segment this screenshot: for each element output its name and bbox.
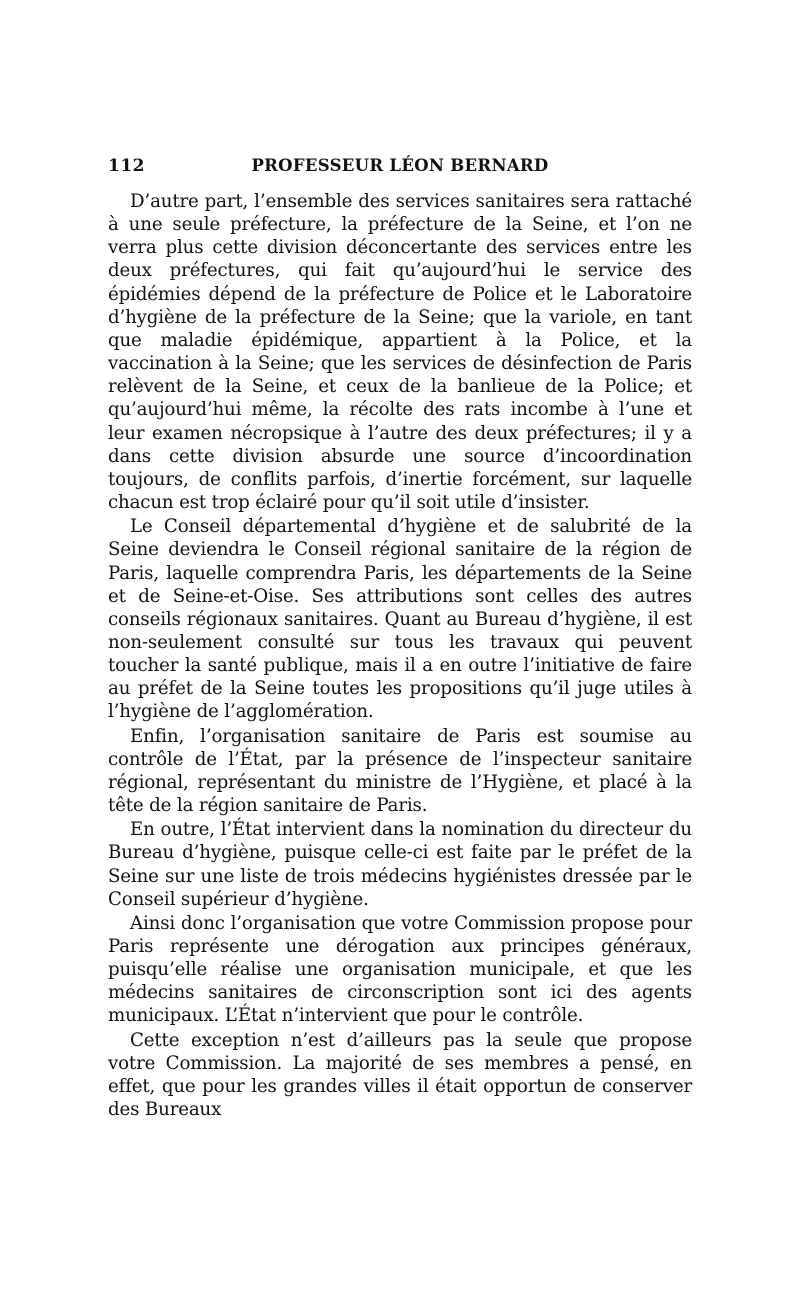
paragraph-4: En outre, l’État intervient dans la nomination du directeur du Bureau d’hygiène, puisque celle-ci est faite par le préfet de la Seine sur une liste de trois médecins hygiénistes dressée par le Conseil supérieur d’hygiène. (108, 819, 692, 910)
paragraph-1: D’autre part, l’ensemble des services sanitaires sera rattaché à une seule préfecture, la préfecture de la Seine, et l’on ne verra plus cette division déconcertante des services entre les deux préfectures, qui fait qu’aujourd’hui le service des épidémies dépend de la préfecture de Police et le Laboratoire d’hygiène de la préfecture de la Seine; que la variole, en tant que maladie épidémique, appartient à la Police, et la vaccination à la Seine; que les services de désinfection de Paris relèvent de la Seine, et ceux de la banlieue de la Police; et qu’aujourd’hui même, la récolte des rats incombe à l’une et leur examen nécropsique à l’autre des deux préfectures; il y a dans cette division absurde une source d’incoordination toujours, de conflits parfois, d’inertie forcément, sur laquelle chacun est trop éclairé pour qu’il soit utile d’insister. (108, 191, 692, 514)
paragraph-3: Enfin, l’organisation sanitaire de Paris est soumise au contrôle de l’État, par la présence de l’inspecteur sanitaire régional, représentant du ministre de l’Hygiène, et placé à la tête de la région sanitaire de Paris. (108, 725, 692, 817)
paragraph-2: Le Conseil départemental d’hygiène et de salubrité de la Seine deviendra le Conseil régional sanitaire de la région de Paris, laquelle comprendra Paris, les départements de la Seine et de Seine-et-Oise. Ses attributions sont celles des autres conseils régionaux sanitaires. Quant au Bureau d’hygiène, il est non-seulement consulté sur tous les travaux qui peuvent toucher la santé publique, mais il a en outre l’initiative de faire au préfet de la Seine toutes les propositions qu’il juge utiles à l’hygiène de l’agglomération. (108, 516, 692, 723)
page-number: 112 (108, 156, 145, 176)
paragraph-5: Ainsi donc l’organisation que votre Commission propose pour Paris représente une dérogation aux principes généraux, puisqu’elle réalise une organisation municipale, et que les médecins sanitaires de circonscription sont ici des agents municipaux. L’État n’intervient que pour le contrôle. (108, 912, 692, 1027)
body-text (108, 190, 692, 1121)
paragraph-6: Cette exception n’est d’ailleurs pas la seule que propose votre Commission. La majorité de ses membres a pensé, en effet, que pour les grandes villes il était opportun de conserver des Bureaux (108, 1029, 692, 1121)
running-title: PROFESSEUR LÉON BERNARD (251, 156, 549, 175)
book-page (108, 150, 692, 1121)
running-head (108, 150, 692, 178)
